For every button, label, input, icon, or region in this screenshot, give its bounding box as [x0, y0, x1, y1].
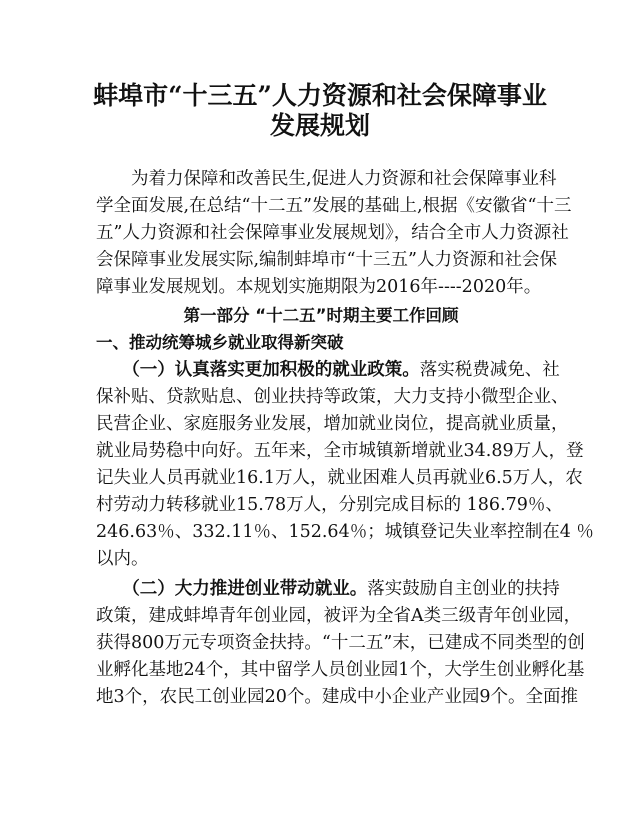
subsection-2-line-3: 获得800万元专项资金扶持。“十二五”末，已建成不同类型的创 — [96, 633, 585, 653]
subsection-2-line-5: 地3个，农民工创业园20个。建成中小企业产业园9个。全面推 — [96, 687, 579, 707]
subsection-1-title: （一）认真落实更加积极的就业政策。 — [96, 360, 420, 380]
document-title-line-2: 发展规划 — [269, 111, 370, 140]
subsection-2-line-4: 业孵化基地24个，其中留学人员创业园1个，大学生创业孵化基 — [96, 660, 585, 680]
subsection-1-first-line — [96, 357, 560, 384]
subsection-2-first-line — [96, 576, 560, 603]
intro-line-1: 为着力保障和改善民生,促进人力资源和社会保障事业科 — [96, 169, 557, 189]
subsection-2-line-2: 政策，建成蚌埠青年创业园，被评为全省A类三级青年创业园， — [96, 606, 582, 626]
section-1-heading: 一、推动统筹城乡就业取得新突破 — [96, 333, 344, 352]
subsection-1-line-2: 保补贴、贷款贴息、创业扶持等政策，大力支持小微型企业、 — [96, 387, 569, 407]
part-1-heading: 第一部分 “十二五”时期主要工作回顾 — [183, 306, 459, 325]
document-title-line-1: 蚌埠市“十三五”人力资源和社会保障事业 — [93, 81, 547, 110]
intro-line-3: 五”人力资源和社会保障事业发展规划》，结合全市人力资源社 — [96, 223, 569, 243]
subsection-2-title: （二）大力推进创业带动就业。 — [96, 579, 368, 599]
subsection-2-first-line-text: 落实鼓励自主创业的扶持 — [367, 579, 560, 599]
subsection-1-line-7: 246.63％、332.11％、152.64％；城镇登记失业率控制在4 ％ — [96, 522, 594, 542]
intro-line-5: 障事业发展规划。本规划实施期限为2016年----2020年。 — [96, 277, 542, 297]
subsection-1-line-4: 就业局势稳中向好。五年来，全市城镇新增就业34.89万人，登 — [96, 441, 584, 461]
intro-line-2: 学全面发展,在总结“十二五”发展的基础上,根据《安徽省“十三 — [96, 196, 572, 216]
subsection-1-first-line-text: 落实税费减免、社 — [419, 360, 560, 380]
subsection-1-line-3: 民营企业、家庭服务业发展，增加就业岗位，提高就业质量， — [96, 414, 569, 434]
subsection-1-line-5: 记失业人员再就业16.1万人，就业困难人员再就业6.5万人，农 — [96, 468, 583, 488]
subsection-1-line-6: 村劳动力转移就业15.78万人，分别完成目标的 186.79％、 — [96, 495, 563, 515]
subsection-1-line-8: 以内。 — [96, 549, 149, 569]
intro-line-4: 会保障事业发展实际,编制蚌埠市“十三五”人力资源和社会保 — [96, 250, 557, 270]
